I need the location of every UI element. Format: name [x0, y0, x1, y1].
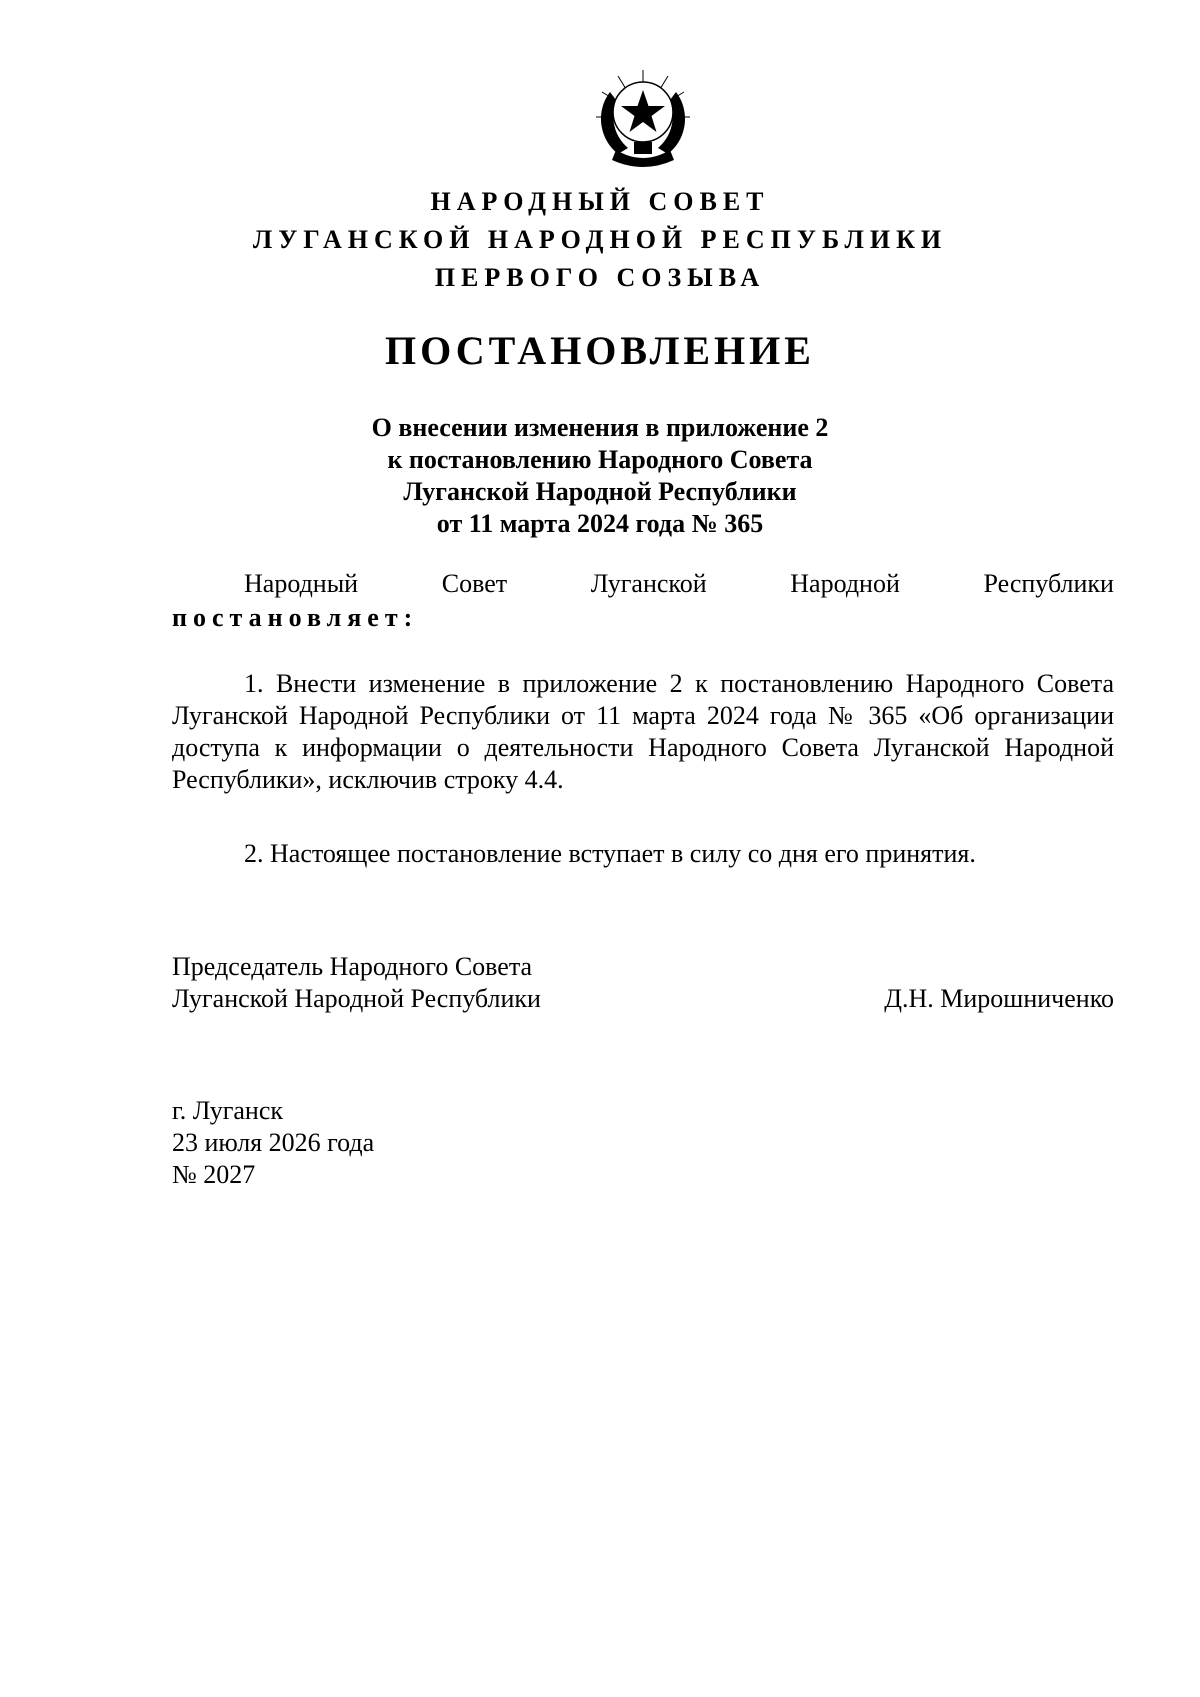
coat-of-arms-icon — [588, 62, 698, 172]
resolution-item-2: 2. Настоящее постановление вступает в силу со дня его принятия. — [244, 839, 976, 868]
preamble-word: Республики — [983, 569, 1114, 598]
resolution-item-1: 1. Внести изменение в приложение 2 к постановлению Народного Совета Луганской Народной Республики от 11 марта 2024 года № 365 «Об организации доступа к информации о деятельности Народного Совета Луганской Народной Республики», исключив строку 4.4. — [172, 669, 1114, 794]
signatory-name: Д.Н. Мирошниченко — [884, 984, 1114, 1013]
republic-title: ЛУГАНСКОЙ НАРОДНОЙ РЕСПУБЛИКИ — [252, 225, 948, 254]
preamble-verb: постановляет: — [172, 603, 419, 632]
city: г. Луганск — [172, 1096, 284, 1125]
preamble — [172, 568, 1114, 600]
subject-line: Луганской Народной Республики — [403, 477, 797, 506]
document-date: 23 июля 2026 года — [172, 1128, 375, 1157]
document-subject — [0, 412, 1200, 540]
convocation-title: ПЕРВОГО СОЗЫВА — [434, 263, 766, 292]
subject-line: от 11 марта 2024 года № 365 — [436, 509, 764, 538]
document-type: ПОСТАНОВЛЕНИЕ — [385, 328, 815, 373]
preamble-word: Народный — [244, 569, 359, 598]
preamble-word: Луганской — [590, 569, 707, 598]
council-title: НАРОДНЫЙ СОВЕТ — [430, 187, 770, 216]
subject-line: О внесении изменения в приложение 2 — [371, 413, 829, 442]
signature-block — [172, 951, 1114, 1015]
document-number: № 2027 — [172, 1160, 256, 1189]
signatory-title: Председатель Народного Совета — [172, 952, 533, 981]
preamble-word: Совет — [441, 569, 508, 598]
document-footer — [172, 1095, 374, 1191]
signatory-title: Луганской Народной Республики — [172, 984, 541, 1013]
subject-line: к постановлению Народного Совета — [387, 445, 813, 474]
preamble-word: Народной — [790, 569, 900, 598]
